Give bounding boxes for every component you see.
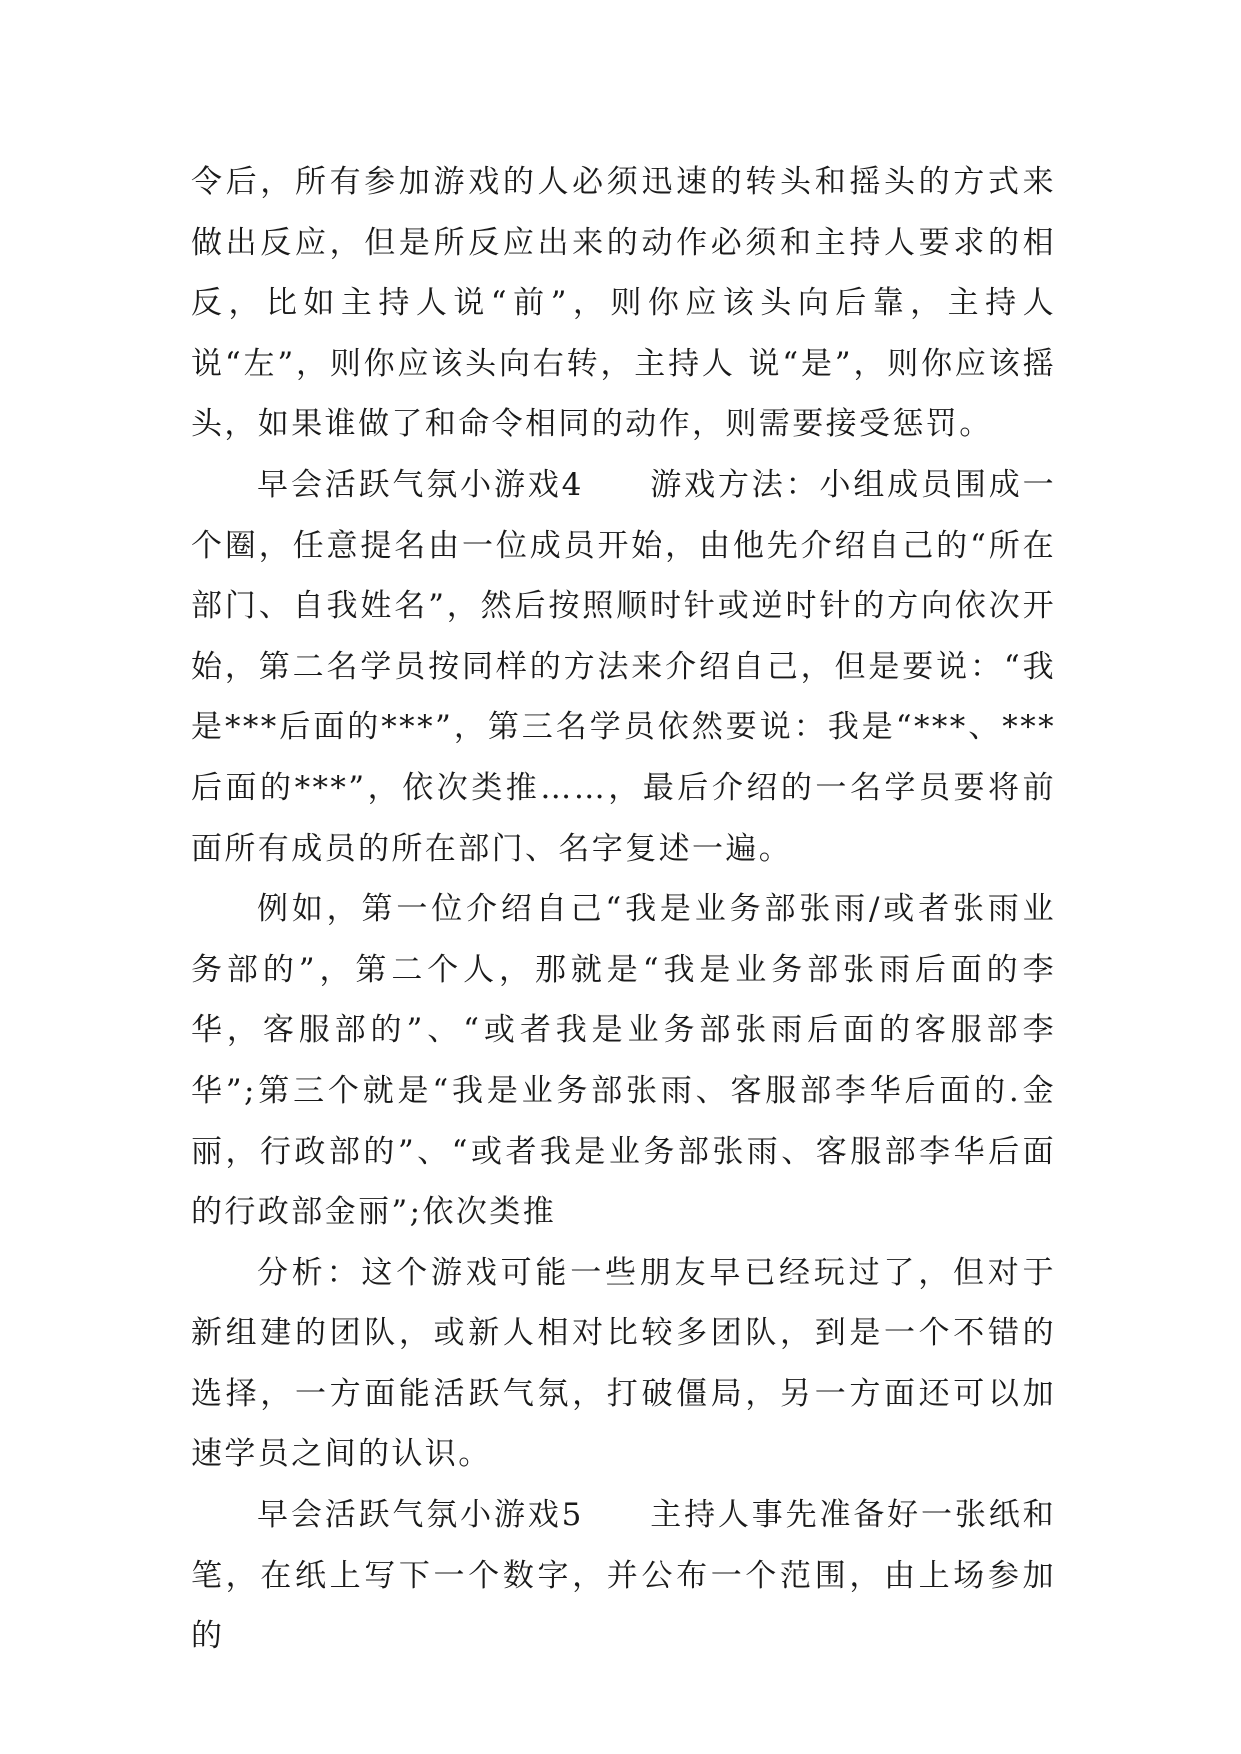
paragraph-4 [191,1243,1056,1485]
paragraph-text: 分析：这个游戏可能一些朋友早已经玩过了，但对于新组建的团队，或新人相对比较多团队，到是一个不错的选择，一方面能活跃气氛，打破僵局，另一方面还可以加速学员之间的认识。 [191,1254,1056,1473]
paragraph-3 [191,879,1056,1243]
paragraph-1 [191,152,1056,455]
document-page [191,152,1056,1667]
section-heading-game-5: 早会活跃气氛小游戏5 [257,1497,584,1534]
paragraph-5 [191,1485,1056,1667]
paragraph-text: 例如，第一位介绍自己“我是业务部张雨/或者张雨业务部的”，第二个人，那就是“我是业务部张雨后面的李华，客服部的”、“或者我是业务部张雨后面的客服部李华”;第三个就是“我是业务部张雨、客服部李华后面的.金丽，行政部的”、“或者我是业务部张雨、客服部李华后面的行政部金丽”;依次类推 [191,891,1056,1231]
paragraph-text: 令后，所有参加游戏的人必须迅速的转头和摇头的方式来做出反应，但是所反应出来的动作必须和主持人要求的相反，比如主持人说“前”，则你应该头向后靠，主持人说“左”，则你应该头向右转，主持人 说“是”，则你应该摇头，如果谁做了和命令相同的动作，则需要接受惩罚。 [191,164,1056,443]
paragraph-text: 主持人事先准备好一张纸和笔，在纸上写下一个数字，并公布一个范围，由上场参加的 [191,1497,1056,1655]
paragraph-2 [191,455,1056,879]
paragraph-text: 游戏方法：小组成员围成一个圈，任意提名由一位成员开始，由他先介绍自己的“所在部门、自我姓名”，然后按照顺时针或逆时针的方向依次开始，第二名学员按同样的方法来介绍自己，但是要说：“我是***后面的***”，第三名学员依然要说：我是“***、***后面的***”，依次类推……，最后介绍的一名学员要将前面所有成员的所在部门、名字复述一遍。 [191,466,1056,867]
section-heading-game-4: 早会活跃气氛小游戏4 [257,466,584,503]
